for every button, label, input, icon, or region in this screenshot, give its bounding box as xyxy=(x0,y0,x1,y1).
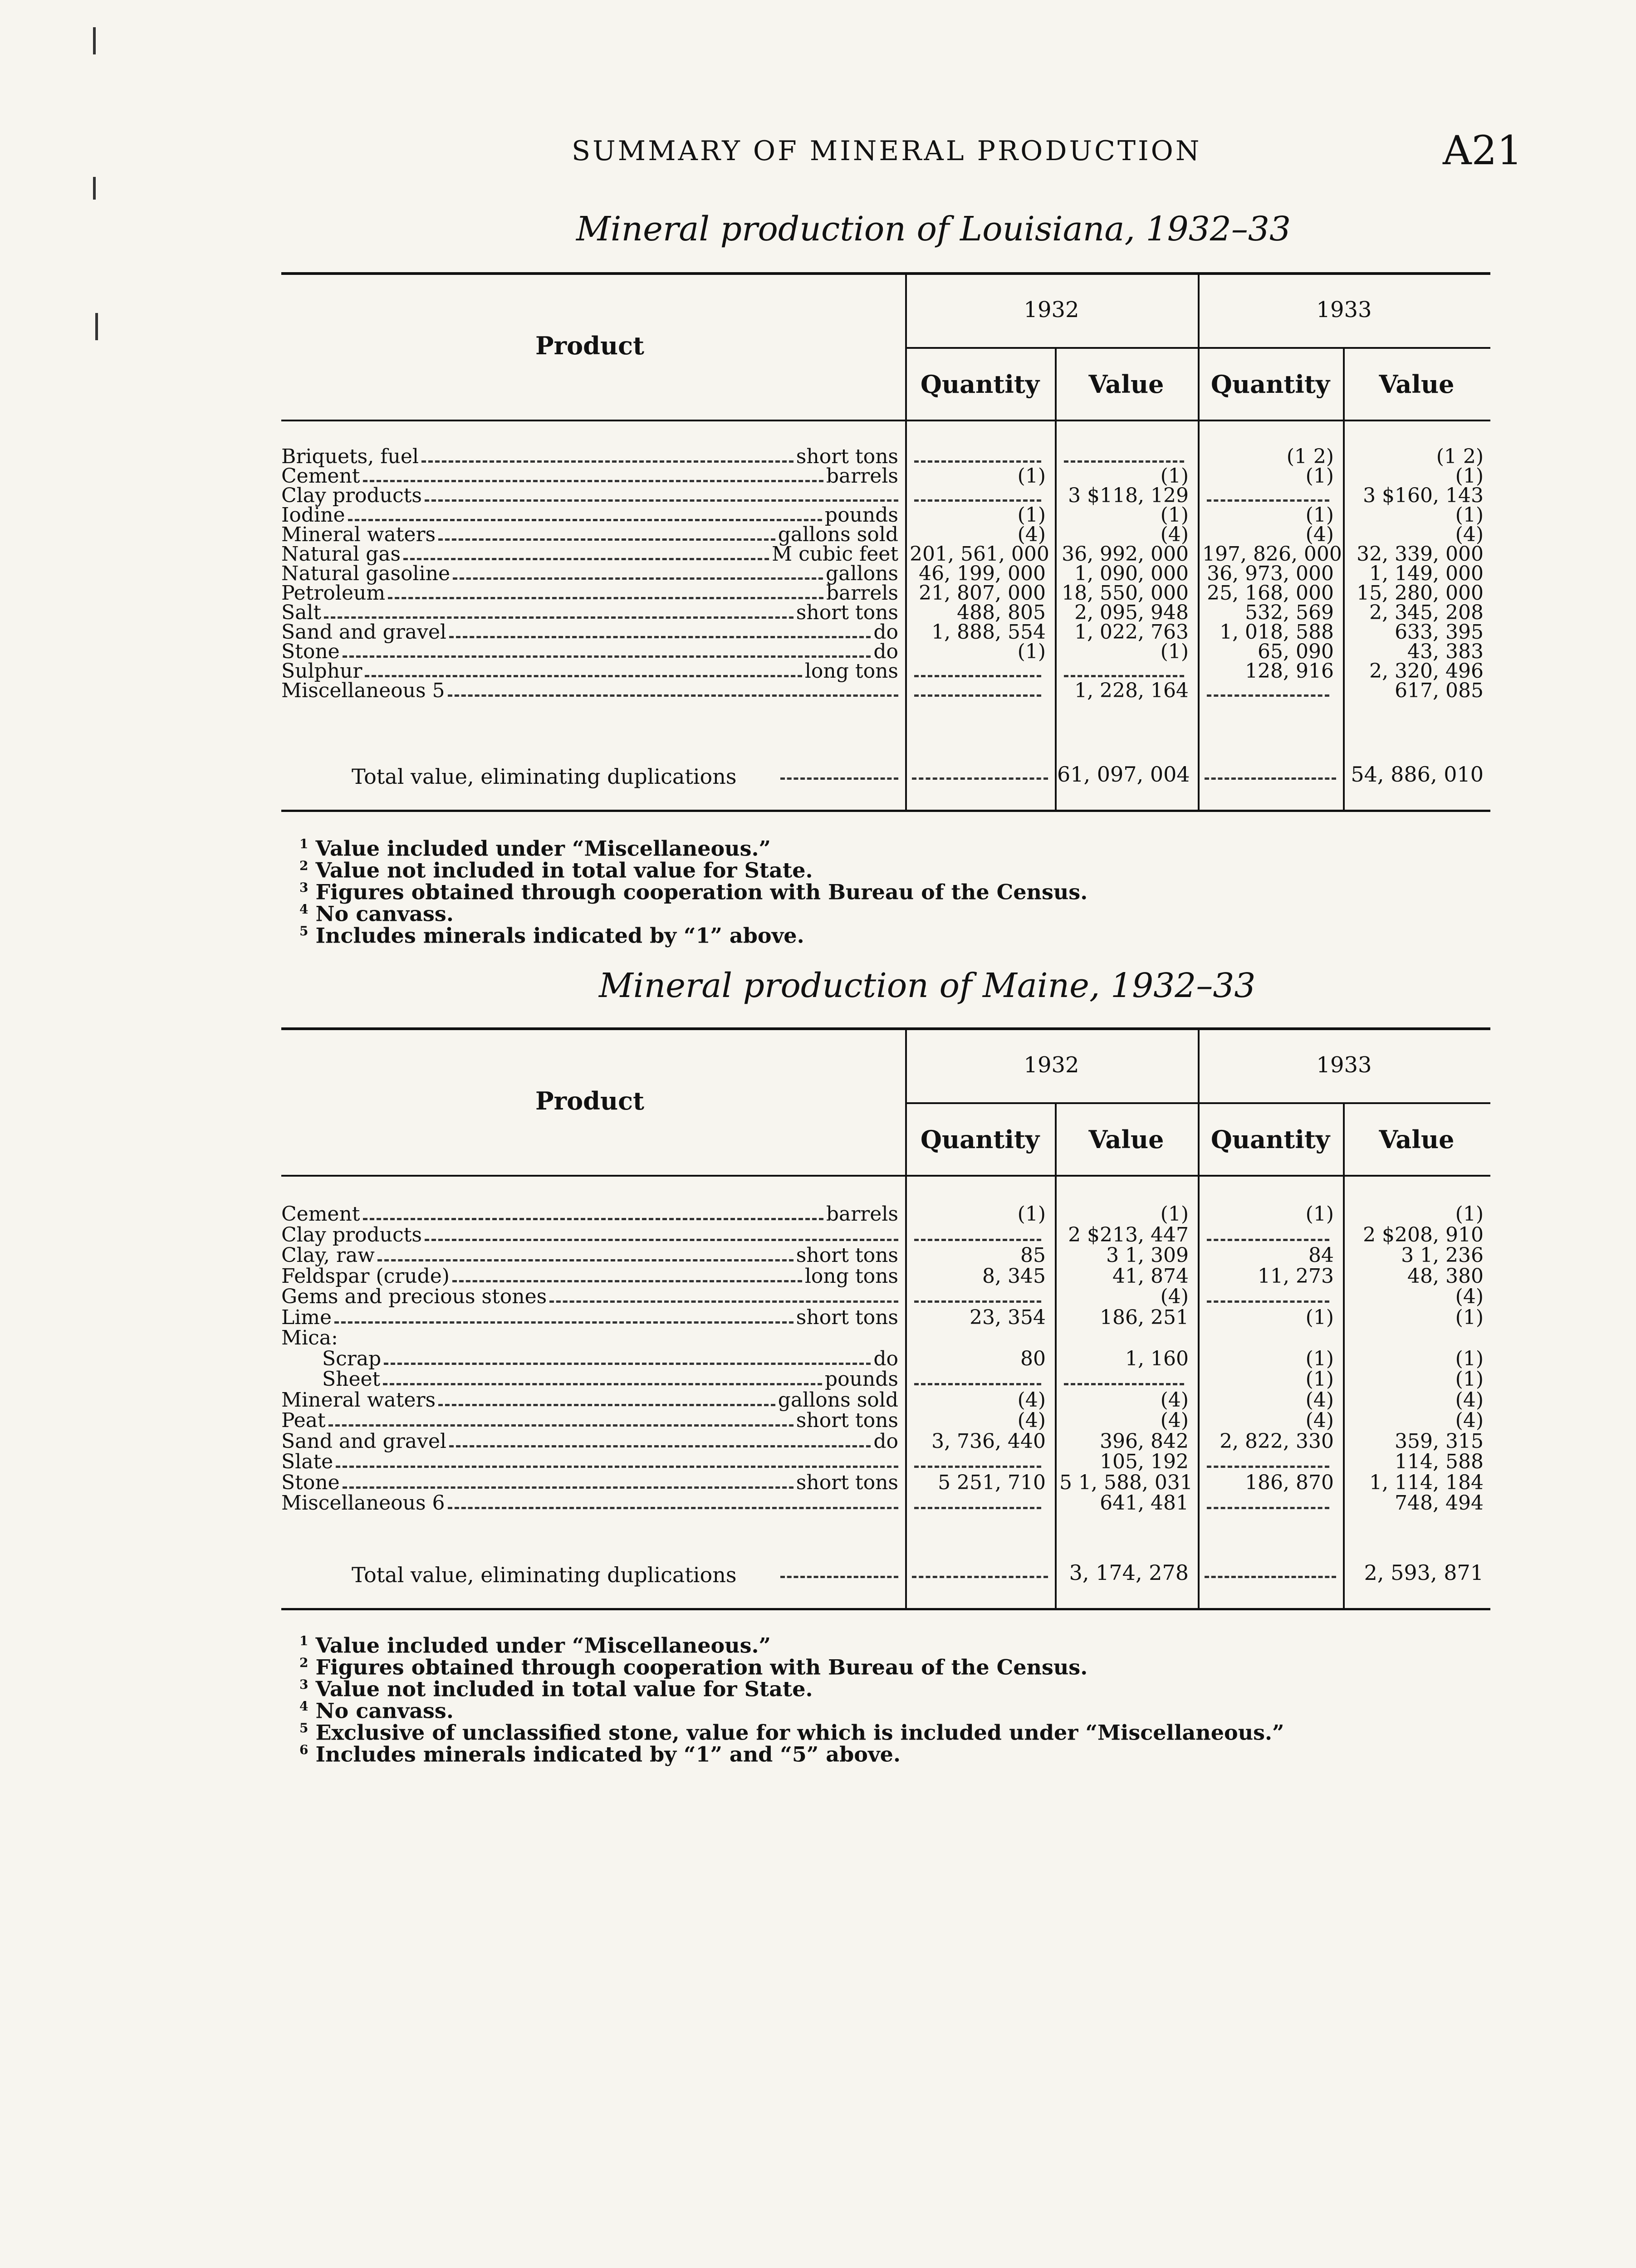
cell-v2: 3 1, 236 xyxy=(1401,1244,1484,1267)
footnote-mark: 1 xyxy=(299,1633,309,1648)
row-label: Miscellaneous 6 xyxy=(281,1491,445,1515)
row-label: Feldspar (crude) xyxy=(281,1264,450,1288)
table-row xyxy=(281,486,898,506)
cell-q1: 23, 354 xyxy=(970,1305,1046,1329)
dot-leader xyxy=(324,616,794,619)
table-row xyxy=(281,466,898,486)
header-bottom-rule xyxy=(281,1175,1490,1177)
dot-leader xyxy=(438,538,775,541)
cell-v1: 2, 095, 948 xyxy=(1074,601,1189,624)
cell-v1: (4) xyxy=(1160,1285,1189,1308)
footnote xyxy=(299,921,804,946)
cell-v2: (1) xyxy=(1455,1202,1484,1226)
empty-cell-dash xyxy=(1207,1239,1329,1241)
quantity-header: Quantity xyxy=(920,1125,1040,1154)
empty-cell-dash xyxy=(1207,694,1329,697)
cell-q1: 201, 561, 000 xyxy=(910,543,1049,566)
cell-q1: 46, 199, 000 xyxy=(919,562,1046,585)
cell-q1: (1) xyxy=(1017,640,1046,663)
col-divider xyxy=(905,272,907,810)
margin-mark xyxy=(93,177,96,200)
row-label: Peat xyxy=(281,1409,326,1432)
row-label: Scrap xyxy=(322,1347,382,1370)
table-row xyxy=(281,583,898,603)
cell-v2: (4) xyxy=(1455,523,1484,546)
cell-q2: (4) xyxy=(1305,1388,1334,1412)
cell-v2: 617, 085 xyxy=(1395,679,1484,702)
row-label: Lime xyxy=(281,1305,332,1329)
dot-leader xyxy=(328,1424,794,1427)
row-label: Natural gasoline xyxy=(281,562,451,585)
empty-cell-dash xyxy=(914,1239,1041,1241)
row-label: Mica: xyxy=(281,1326,338,1349)
cell-v1: 1, 022, 763 xyxy=(1074,621,1189,644)
dot-leader xyxy=(336,1466,898,1468)
col-divider xyxy=(1055,347,1057,810)
cell-v1: (1) xyxy=(1160,503,1189,527)
footnote-mark: 2 xyxy=(299,1655,309,1670)
footnote-text: No canvass. xyxy=(315,1698,454,1723)
cell-v2: (1) xyxy=(1455,1368,1484,1391)
cell-q2: (1 2) xyxy=(1286,445,1334,468)
cell-q1: (4) xyxy=(1017,1388,1046,1412)
year-1932-header: 1932 xyxy=(1024,297,1079,323)
row-label: Sand and gravel xyxy=(281,1429,446,1453)
row-label: Sheet xyxy=(322,1368,381,1391)
row-unit: barrels xyxy=(826,1202,898,1226)
table-row xyxy=(281,642,898,662)
dot-leader xyxy=(403,558,769,560)
row-unit: barrels xyxy=(826,464,898,488)
empty-cell-dash xyxy=(914,1383,1041,1385)
quantity-header: Quantity xyxy=(1210,1125,1330,1154)
row-unit: barrels xyxy=(826,582,898,605)
table-row xyxy=(281,1266,898,1286)
table-row xyxy=(322,1349,898,1369)
table-row xyxy=(281,1328,898,1348)
table-row xyxy=(281,622,898,642)
row-label: Stone xyxy=(281,1471,340,1494)
cell-v2: 1, 114, 184 xyxy=(1369,1471,1484,1494)
cell-v2: 48, 380 xyxy=(1407,1264,1484,1288)
footnote-text: Figures obtained through cooperation with Bureau of the Census. xyxy=(315,880,1088,904)
row-unit: short tons xyxy=(796,1409,898,1432)
year-1932-header: 1932 xyxy=(1024,1052,1079,1078)
cell-v1: 641, 481 xyxy=(1100,1491,1189,1515)
table-row xyxy=(281,1287,898,1307)
footnote-text: Value included under “Miscellaneous.” xyxy=(315,836,771,861)
total-empty xyxy=(1205,777,1336,780)
row-label: Sulphur xyxy=(281,660,362,683)
cell-q2: 1, 018, 588 xyxy=(1220,621,1334,644)
row-unit: short tons xyxy=(796,601,898,624)
cell-q1: (4) xyxy=(1017,523,1046,546)
table-row xyxy=(281,505,898,525)
empty-cell-dash xyxy=(1064,1383,1184,1385)
margin-mark xyxy=(95,313,98,340)
cell-q1: 5 251, 710 xyxy=(938,1471,1046,1494)
cell-v2: 1, 149, 000 xyxy=(1369,562,1484,585)
row-label: Mineral waters xyxy=(281,1388,436,1412)
cell-q1: 21, 807, 000 xyxy=(919,582,1046,605)
row-unit: long tons xyxy=(804,1264,898,1288)
cell-q2: (1) xyxy=(1305,1202,1334,1226)
cell-v1: 1, 090, 000 xyxy=(1074,562,1189,585)
dot-leader xyxy=(343,655,871,658)
value-header: Value xyxy=(1088,1125,1164,1154)
dot-leader xyxy=(384,1363,871,1365)
table-row xyxy=(281,1225,898,1245)
dot-leader xyxy=(448,694,898,697)
header-bottom-rule xyxy=(281,420,1490,421)
empty-cell-dash xyxy=(1207,499,1329,502)
cell-v2: 2, 320, 496 xyxy=(1369,660,1484,683)
col-divider xyxy=(1055,1102,1057,1608)
empty-cell-dash xyxy=(1064,675,1184,677)
footnote-text: Exclusive of unclassified stone, value for which is included under “Miscellaneous.” xyxy=(315,1720,1284,1745)
row-label: Mineral waters xyxy=(281,523,436,546)
row-unit: short tons xyxy=(796,1471,898,1494)
col-divider xyxy=(1343,347,1345,810)
cell-v1: 41, 874 xyxy=(1112,1264,1189,1288)
cell-v2: 32, 339, 000 xyxy=(1357,543,1484,566)
dot-leader xyxy=(453,577,823,580)
footnote-mark: 6 xyxy=(299,1742,309,1757)
footnote-text: Value included under “Miscellaneous.” xyxy=(315,1633,771,1658)
cell-v2: (4) xyxy=(1455,1388,1484,1412)
cell-q2: (1) xyxy=(1305,503,1334,527)
footnote-mark: 5 xyxy=(299,924,309,938)
cell-v2: 748, 494 xyxy=(1395,1491,1484,1515)
cell-v2: 2 $208, 910 xyxy=(1363,1223,1484,1246)
cell-q2: 197, 826, 000 xyxy=(1202,543,1342,566)
cell-q2: 84 xyxy=(1308,1244,1334,1267)
row-label: Natural gas xyxy=(281,543,401,566)
cell-q2: (1) xyxy=(1305,1368,1334,1391)
dot-leader xyxy=(343,1486,794,1489)
row-unit: do xyxy=(873,621,898,644)
total-value-1933: 54, 886, 010 xyxy=(1351,762,1484,787)
cell-v2: (1 2) xyxy=(1436,445,1484,468)
empty-cell-dash xyxy=(1207,1300,1329,1303)
footnote-mark: 4 xyxy=(299,902,309,917)
empty-cell-dash xyxy=(914,1507,1041,1509)
cell-v2: 15, 280, 000 xyxy=(1357,582,1484,605)
footnote-text: Includes minerals indicated by “1” and “5” above. xyxy=(315,1742,901,1767)
cell-q1: 85 xyxy=(1020,1244,1046,1267)
row-unit: gallons sold xyxy=(778,1388,898,1412)
cell-q1: 1, 888, 554 xyxy=(931,621,1046,644)
cell-q2: 65, 090 xyxy=(1258,640,1334,663)
cell-v1: (4) xyxy=(1160,1409,1189,1432)
quantity-header: Quantity xyxy=(920,370,1040,399)
dot-leader xyxy=(334,1321,794,1324)
total-label: Total value, eliminating duplications xyxy=(352,764,737,789)
cell-q1: (1) xyxy=(1017,503,1046,527)
cell-q1: (1) xyxy=(1017,464,1046,488)
table-row xyxy=(281,661,898,681)
row-label: Miscellaneous 5 xyxy=(281,679,445,702)
quantity-header: Quantity xyxy=(1210,370,1330,399)
cell-v2: 2, 345, 208 xyxy=(1369,601,1484,624)
row-label: Slate xyxy=(281,1450,333,1473)
row-unit: gallons xyxy=(826,562,898,585)
cell-q2: (1) xyxy=(1305,464,1334,488)
row-unit: pounds xyxy=(824,1368,898,1391)
cell-q2: 11, 273 xyxy=(1258,1264,1334,1288)
empty-cell-dash xyxy=(1207,1466,1329,1468)
cell-v2: (1) xyxy=(1455,464,1484,488)
louisiana-caption: Mineral production of Louisiana, 1932–33 xyxy=(576,210,1291,249)
table-row xyxy=(281,1246,898,1266)
col-divider xyxy=(1343,1102,1345,1608)
total-empty xyxy=(1205,1576,1336,1578)
dot-leader xyxy=(452,1280,802,1282)
cell-v1: 36, 992, 000 xyxy=(1062,543,1189,566)
footnote-mark: 4 xyxy=(299,1699,309,1714)
cell-v2: 114, 588 xyxy=(1395,1450,1484,1473)
cell-q1: (1) xyxy=(1017,1202,1046,1226)
cell-v2: (4) xyxy=(1455,1285,1484,1308)
row-unit: short tons xyxy=(796,445,898,468)
table-bottom-rule xyxy=(281,810,1490,812)
cell-v1: 186, 251 xyxy=(1100,1305,1189,1329)
cell-q1: 80 xyxy=(1020,1347,1046,1370)
year-1933-header: 1933 xyxy=(1316,1052,1372,1078)
running-head: SUMMARY OF MINERAL PRODUCTION xyxy=(572,135,1202,167)
cell-v1: (1) xyxy=(1160,640,1189,663)
cell-q1: 3, 736, 440 xyxy=(931,1429,1046,1453)
empty-cell-dash xyxy=(914,694,1041,697)
row-unit: do xyxy=(873,1347,898,1370)
dot-leader xyxy=(549,1300,898,1303)
row-unit: pounds xyxy=(824,503,898,527)
row-label: Gems and precious stones xyxy=(281,1285,547,1308)
total-empty xyxy=(912,1576,1048,1578)
col-divider xyxy=(905,1027,907,1608)
table-row xyxy=(281,544,898,564)
table-row xyxy=(281,1411,898,1431)
row-unit: do xyxy=(873,640,898,663)
row-unit: short tons xyxy=(796,1244,898,1267)
value-header: Value xyxy=(1379,1125,1455,1154)
cell-v1: (4) xyxy=(1160,1388,1189,1412)
cell-q2: 36, 973, 000 xyxy=(1207,562,1334,585)
row-label: Petroleum xyxy=(281,582,386,605)
cell-v1: 2 $213, 447 xyxy=(1068,1223,1189,1246)
footnote-mark: 2 xyxy=(299,858,309,873)
value-header: Value xyxy=(1379,370,1455,399)
footnote-text: No canvass. xyxy=(315,901,454,926)
empty-cell-dash xyxy=(1207,1507,1329,1509)
cell-v1: 105, 192 xyxy=(1100,1450,1189,1473)
cell-q2: 25, 168, 000 xyxy=(1207,582,1334,605)
row-unit: M cubic feet xyxy=(772,543,898,566)
total-label: Total value, eliminating duplications xyxy=(352,1563,737,1587)
row-label: Cement xyxy=(281,464,360,488)
table-row xyxy=(322,1369,898,1389)
cell-v1: 1, 228, 164 xyxy=(1074,679,1189,702)
empty-cell-dash xyxy=(914,1466,1041,1468)
total-empty xyxy=(912,777,1048,780)
year-1933-header: 1933 xyxy=(1316,297,1372,323)
dot-leader xyxy=(421,460,794,463)
col-divider xyxy=(1198,272,1200,810)
cell-v2: (1) xyxy=(1455,503,1484,527)
row-label: Cement xyxy=(281,1202,360,1226)
dot-leader xyxy=(348,519,822,521)
table-row xyxy=(281,1452,898,1472)
empty-cell-dash xyxy=(914,1300,1041,1303)
table-row xyxy=(281,603,898,623)
footnote-mark: 1 xyxy=(299,836,309,851)
footnote-mark: 3 xyxy=(299,880,309,895)
total-leader xyxy=(780,777,898,780)
footnote-mark: 3 xyxy=(299,1677,309,1692)
cell-q1: 488, 805 xyxy=(957,601,1046,624)
cell-v1: 1, 160 xyxy=(1125,1347,1189,1370)
cell-q2: 128, 916 xyxy=(1245,660,1334,683)
cell-v2: 633, 395 xyxy=(1395,621,1484,644)
dot-leader xyxy=(438,1404,775,1406)
cell-q2: (4) xyxy=(1305,1409,1334,1432)
table-row xyxy=(281,525,898,545)
cell-q2: 186, 870 xyxy=(1245,1471,1334,1494)
total-leader xyxy=(780,1576,898,1578)
total-value-1932: 3, 174, 278 xyxy=(1069,1560,1189,1585)
row-unit: short tons xyxy=(796,1305,898,1329)
value-header: Value xyxy=(1088,370,1164,399)
cell-v2: 43, 383 xyxy=(1407,640,1484,663)
row-unit: do xyxy=(873,1429,898,1453)
total-value-1932: 61, 097, 004 xyxy=(1057,762,1190,787)
total-value-1933: 2, 593, 871 xyxy=(1364,1560,1484,1585)
table-row xyxy=(281,1390,898,1410)
dot-leader xyxy=(449,1445,871,1447)
table-row xyxy=(281,1305,898,1329)
product-header: Product xyxy=(535,331,644,360)
table-row xyxy=(281,447,898,467)
footnote-text: Value not included in total value for State. xyxy=(315,858,813,883)
footnote-text: Figures obtained through cooperation with Bureau of the Census. xyxy=(315,1655,1088,1680)
cell-q2: 532, 569 xyxy=(1245,601,1334,624)
cell-v2: (1) xyxy=(1455,1305,1484,1329)
cell-q2: (1) xyxy=(1305,1305,1334,1329)
table-bottom-rule xyxy=(281,1608,1490,1610)
cell-q1: 8, 345 xyxy=(982,1264,1046,1288)
cell-v2: (4) xyxy=(1455,1409,1484,1432)
dot-leader xyxy=(425,499,898,502)
page-number: A21 xyxy=(1443,127,1523,174)
table-row xyxy=(281,1493,898,1513)
row-label: Sand and gravel xyxy=(281,621,446,644)
cell-q2: (1) xyxy=(1305,1347,1334,1370)
cell-v2: (1) xyxy=(1455,1347,1484,1370)
cell-v1: 3 1, 309 xyxy=(1106,1244,1189,1267)
table-row xyxy=(281,1429,898,1453)
cell-v2: 3 $160, 143 xyxy=(1363,484,1484,507)
empty-cell-dash xyxy=(914,460,1041,463)
row-unit: gallons sold xyxy=(778,523,898,546)
cell-v1: 3 $118, 129 xyxy=(1068,484,1189,507)
footnote-text: Value not included in total value for State. xyxy=(315,1677,813,1701)
dot-leader xyxy=(363,1218,823,1220)
dot-leader xyxy=(448,1507,898,1509)
empty-cell-dash xyxy=(1064,460,1184,463)
row-label: Clay products xyxy=(281,484,422,507)
empty-cell-dash xyxy=(914,499,1041,502)
dot-leader xyxy=(383,1383,822,1385)
row-unit: long tons xyxy=(804,660,898,683)
product-header: Product xyxy=(535,1086,644,1115)
table-top-rule xyxy=(281,1027,1490,1030)
dot-leader xyxy=(365,675,802,677)
row-label: Clay products xyxy=(281,1223,422,1246)
row-label: Salt xyxy=(281,601,322,624)
dot-leader xyxy=(425,1239,898,1241)
table-top-rule xyxy=(281,272,1490,275)
dot-leader xyxy=(388,597,823,599)
cell-v1: (1) xyxy=(1160,464,1189,488)
row-label: Clay, raw xyxy=(281,1244,375,1267)
cell-q2: 2, 822, 330 xyxy=(1220,1429,1334,1453)
empty-cell-dash xyxy=(914,675,1041,677)
cell-v1: 396, 842 xyxy=(1100,1429,1189,1453)
footnote-mark: 5 xyxy=(299,1721,309,1735)
maine-caption: Mineral production of Maine, 1932–33 xyxy=(599,966,1256,1005)
cell-v1: (1) xyxy=(1160,1202,1189,1226)
table-row xyxy=(281,564,898,584)
dot-leader xyxy=(363,480,823,482)
cell-v1: 5 1, 588, 031 xyxy=(1059,1471,1193,1494)
footnote-text: Includes minerals indicated by “1” above. xyxy=(315,923,804,948)
cell-q1: (4) xyxy=(1017,1409,1046,1432)
dot-leader xyxy=(377,1259,794,1261)
row-label: Briquets, fuel xyxy=(281,445,419,468)
cell-q2: (4) xyxy=(1305,523,1334,546)
footnote xyxy=(299,1740,901,1765)
table-row xyxy=(281,1204,898,1224)
dot-leader xyxy=(449,636,871,638)
table-row xyxy=(281,1473,898,1493)
cell-v1: (4) xyxy=(1160,523,1189,546)
table-row xyxy=(281,681,898,701)
row-label: Stone xyxy=(281,640,340,663)
col-divider xyxy=(1198,1027,1200,1608)
cell-v2: 359, 315 xyxy=(1395,1429,1484,1453)
row-label: Iodine xyxy=(281,503,345,527)
cell-v1: 18, 550, 000 xyxy=(1062,582,1189,605)
margin-mark xyxy=(93,27,96,54)
